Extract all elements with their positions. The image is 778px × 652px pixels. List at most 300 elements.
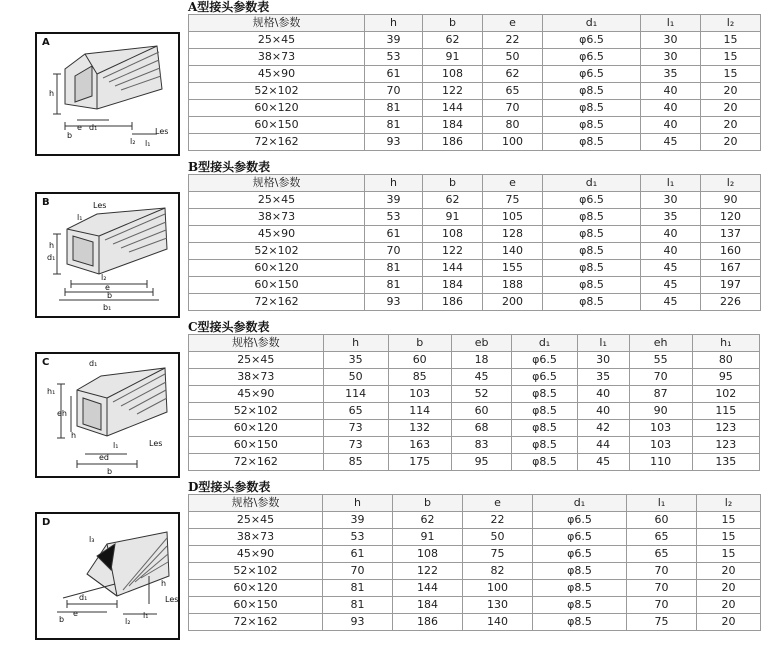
section-title: A型接头参数表 bbox=[188, 0, 270, 14]
spec-cell: 45×90 bbox=[189, 546, 323, 563]
dim-label: d₁ bbox=[89, 359, 98, 368]
table-row bbox=[189, 117, 761, 134]
column-header: h₁ bbox=[692, 335, 759, 352]
value-cell: 130 bbox=[463, 597, 533, 614]
dim-label: h bbox=[49, 241, 55, 250]
connector-drawing bbox=[37, 194, 178, 316]
connector-figure-b bbox=[35, 192, 180, 318]
spec-cell: 38×73 bbox=[189, 49, 365, 66]
spec-cell: 25×45 bbox=[189, 512, 323, 529]
value-cell: 81 bbox=[323, 580, 393, 597]
value-cell: 85 bbox=[388, 369, 451, 386]
value-cell: 123 bbox=[692, 437, 759, 454]
value-cell: φ8.5 bbox=[512, 420, 577, 437]
value-cell: φ6.5 bbox=[533, 512, 627, 529]
value-cell: 70 bbox=[629, 369, 692, 386]
dim-label: e bbox=[105, 283, 110, 292]
value-cell: 15 bbox=[701, 32, 761, 49]
value-cell: 186 bbox=[393, 614, 463, 631]
value-cell: 108 bbox=[423, 66, 483, 83]
value-cell: φ6.5 bbox=[533, 529, 627, 546]
value-cell: 22 bbox=[483, 32, 543, 49]
spec-cell: 60×120 bbox=[189, 260, 365, 277]
spec-table-a bbox=[188, 14, 761, 151]
value-cell: 20 bbox=[701, 117, 761, 134]
value-cell: 55 bbox=[629, 352, 692, 369]
value-cell: φ8.5 bbox=[533, 580, 627, 597]
value-cell: φ8.5 bbox=[512, 454, 577, 471]
value-cell: 60 bbox=[388, 352, 451, 369]
value-cell: φ6.5 bbox=[543, 192, 641, 209]
value-cell: φ8.5 bbox=[543, 83, 641, 100]
table-row bbox=[189, 403, 760, 420]
value-cell: 39 bbox=[365, 192, 423, 209]
value-cell: 114 bbox=[323, 386, 388, 403]
value-cell: 91 bbox=[423, 49, 483, 66]
value-cell: 62 bbox=[423, 32, 483, 49]
value-cell: 135 bbox=[692, 454, 759, 471]
dim-label: l₂ bbox=[130, 137, 136, 146]
table-row bbox=[189, 66, 761, 83]
section-b bbox=[0, 160, 778, 320]
column-header: d₁ bbox=[512, 335, 577, 352]
value-cell: 45 bbox=[641, 134, 701, 151]
value-cell: 103 bbox=[388, 386, 451, 403]
dim-label: Les bbox=[165, 595, 178, 604]
value-cell: φ8.5 bbox=[533, 597, 627, 614]
value-cell: 40 bbox=[577, 386, 629, 403]
value-cell: 93 bbox=[365, 294, 423, 311]
dim-label: b bbox=[67, 131, 73, 140]
spec-cell: 60×150 bbox=[189, 117, 365, 134]
connector-figure-a bbox=[35, 32, 180, 156]
value-cell: 15 bbox=[697, 546, 761, 563]
dim-label: l₂ bbox=[125, 617, 131, 626]
value-cell: φ6.5 bbox=[512, 369, 577, 386]
value-cell: 45 bbox=[451, 369, 512, 386]
spec-cell: 60×150 bbox=[189, 597, 323, 614]
value-cell: 75 bbox=[463, 546, 533, 563]
column-header: 规格\参数 bbox=[189, 15, 365, 32]
connector-drawing bbox=[37, 514, 178, 638]
spec-cell: 52×102 bbox=[189, 243, 365, 260]
value-cell: 30 bbox=[641, 192, 701, 209]
dim-label: eh bbox=[57, 409, 67, 418]
value-cell: 18 bbox=[451, 352, 512, 369]
value-cell: 30 bbox=[641, 32, 701, 49]
dim-label: e bbox=[73, 609, 78, 618]
value-cell: 137 bbox=[701, 226, 761, 243]
section-title: D型接头参数表 bbox=[188, 480, 271, 494]
value-cell: 100 bbox=[463, 580, 533, 597]
value-cell: 80 bbox=[692, 352, 759, 369]
dim-label: b bbox=[107, 291, 113, 300]
dim-label: h bbox=[71, 431, 77, 440]
table-row bbox=[189, 294, 761, 311]
figure-label: C bbox=[42, 357, 50, 368]
value-cell: 40 bbox=[577, 403, 629, 420]
value-cell: 70 bbox=[323, 563, 393, 580]
column-header: d₁ bbox=[543, 15, 641, 32]
table-row bbox=[189, 546, 761, 563]
table-row bbox=[189, 192, 761, 209]
section-a bbox=[0, 0, 778, 160]
value-cell: 123 bbox=[692, 420, 759, 437]
value-cell: 93 bbox=[365, 134, 423, 151]
dim-label: ed bbox=[99, 453, 109, 462]
spec-cell: 45×90 bbox=[189, 226, 365, 243]
dim-label: d₁ bbox=[79, 593, 88, 602]
value-cell: φ6.5 bbox=[533, 546, 627, 563]
spec-cell: 25×45 bbox=[189, 192, 365, 209]
column-header: b bbox=[423, 15, 483, 32]
dim-label: d₁ bbox=[47, 253, 56, 262]
value-cell: 82 bbox=[463, 563, 533, 580]
value-cell: 50 bbox=[463, 529, 533, 546]
connector-drawing bbox=[37, 354, 178, 476]
value-cell: 120 bbox=[701, 209, 761, 226]
value-cell: 110 bbox=[629, 454, 692, 471]
value-cell: 81 bbox=[365, 260, 423, 277]
column-header: 规格\参数 bbox=[189, 335, 324, 352]
value-cell: 45 bbox=[641, 260, 701, 277]
value-cell: 163 bbox=[388, 437, 451, 454]
value-cell: 61 bbox=[365, 226, 423, 243]
value-cell: 52 bbox=[451, 386, 512, 403]
column-header: b bbox=[393, 495, 463, 512]
dim-label: e bbox=[77, 123, 82, 132]
value-cell: φ8.5 bbox=[543, 134, 641, 151]
dim-label: l₁ bbox=[113, 441, 119, 450]
value-cell: 108 bbox=[423, 226, 483, 243]
value-cell: 75 bbox=[483, 192, 543, 209]
spec-cell: 60×120 bbox=[189, 420, 324, 437]
spec-cell: 38×73 bbox=[189, 209, 365, 226]
dim-label: l₃ bbox=[89, 535, 95, 544]
dim-label: Les bbox=[155, 127, 169, 136]
table-row bbox=[189, 437, 760, 454]
value-cell: φ8.5 bbox=[543, 243, 641, 260]
value-cell: φ8.5 bbox=[543, 260, 641, 277]
spec-table-b bbox=[188, 174, 761, 311]
figure-label: A bbox=[42, 37, 50, 48]
value-cell: 91 bbox=[393, 529, 463, 546]
dim-label: h₁ bbox=[47, 387, 56, 396]
value-cell: φ6.5 bbox=[543, 49, 641, 66]
column-header: h bbox=[365, 175, 423, 192]
value-cell: 81 bbox=[365, 117, 423, 134]
value-cell: 62 bbox=[423, 192, 483, 209]
table-row bbox=[189, 597, 761, 614]
value-cell: 40 bbox=[641, 100, 701, 117]
column-header: e bbox=[463, 495, 533, 512]
table-row bbox=[189, 454, 760, 471]
value-cell: 144 bbox=[423, 260, 483, 277]
value-cell: φ6.5 bbox=[543, 66, 641, 83]
value-cell: 70 bbox=[365, 83, 423, 100]
value-cell: 50 bbox=[323, 369, 388, 386]
spec-cell: 52×102 bbox=[189, 563, 323, 580]
value-cell: 39 bbox=[365, 32, 423, 49]
column-header: 规格\参数 bbox=[189, 495, 323, 512]
column-header: l₁ bbox=[641, 175, 701, 192]
value-cell: 175 bbox=[388, 454, 451, 471]
value-cell: 60 bbox=[451, 403, 512, 420]
value-cell: 200 bbox=[483, 294, 543, 311]
value-cell: 81 bbox=[365, 100, 423, 117]
value-cell: 40 bbox=[641, 226, 701, 243]
spec-table-c bbox=[188, 334, 760, 471]
connector-figure-c bbox=[35, 352, 180, 478]
column-header: eb bbox=[451, 335, 512, 352]
value-cell: φ6.5 bbox=[543, 32, 641, 49]
spec-cell: 72×162 bbox=[189, 614, 323, 631]
value-cell: 70 bbox=[627, 597, 697, 614]
table-header-row bbox=[189, 495, 761, 512]
table-row bbox=[189, 134, 761, 151]
value-cell: 85 bbox=[323, 454, 388, 471]
value-cell: 184 bbox=[423, 117, 483, 134]
spec-cell: 60×120 bbox=[189, 580, 323, 597]
column-header: eh bbox=[629, 335, 692, 352]
table-row bbox=[189, 100, 761, 117]
value-cell: φ8.5 bbox=[533, 563, 627, 580]
value-cell: 140 bbox=[483, 243, 543, 260]
value-cell: 65 bbox=[483, 83, 543, 100]
spec-cell: 45×90 bbox=[189, 386, 324, 403]
column-header: b bbox=[388, 335, 451, 352]
value-cell: 102 bbox=[692, 386, 759, 403]
value-cell: 20 bbox=[701, 83, 761, 100]
value-cell: 70 bbox=[483, 100, 543, 117]
table-row bbox=[189, 209, 761, 226]
value-cell: φ8.5 bbox=[543, 226, 641, 243]
column-header: h bbox=[365, 15, 423, 32]
spec-cell: 72×162 bbox=[189, 134, 365, 151]
value-cell: φ8.5 bbox=[512, 437, 577, 454]
value-cell: 45 bbox=[577, 454, 629, 471]
value-cell: 95 bbox=[451, 454, 512, 471]
dim-label: b bbox=[59, 615, 65, 624]
spec-cell: 52×102 bbox=[189, 403, 324, 420]
value-cell: 122 bbox=[393, 563, 463, 580]
value-cell: 68 bbox=[451, 420, 512, 437]
value-cell: 15 bbox=[697, 529, 761, 546]
column-header: b bbox=[423, 175, 483, 192]
value-cell: 65 bbox=[627, 546, 697, 563]
spec-cell: 45×90 bbox=[189, 66, 365, 83]
table-row bbox=[189, 580, 761, 597]
value-cell: 22 bbox=[463, 512, 533, 529]
value-cell: φ8.5 bbox=[512, 403, 577, 420]
table-row bbox=[189, 529, 761, 546]
value-cell: 167 bbox=[701, 260, 761, 277]
value-cell: 75 bbox=[627, 614, 697, 631]
table-row bbox=[189, 277, 761, 294]
table-row bbox=[189, 512, 761, 529]
value-cell: 20 bbox=[697, 614, 761, 631]
value-cell: 132 bbox=[388, 420, 451, 437]
value-cell: 83 bbox=[451, 437, 512, 454]
value-cell: 115 bbox=[692, 403, 759, 420]
value-cell: 70 bbox=[365, 243, 423, 260]
value-cell: 80 bbox=[483, 117, 543, 134]
value-cell: 103 bbox=[629, 437, 692, 454]
value-cell: 60 bbox=[627, 512, 697, 529]
column-header: l₁ bbox=[577, 335, 629, 352]
dim-label: l₁ bbox=[145, 139, 151, 148]
value-cell: 90 bbox=[629, 403, 692, 420]
value-cell: 184 bbox=[423, 277, 483, 294]
value-cell: φ8.5 bbox=[533, 614, 627, 631]
value-cell: 144 bbox=[393, 580, 463, 597]
figure-label: D bbox=[42, 517, 51, 528]
table-row bbox=[189, 260, 761, 277]
section-title: B型接头参数表 bbox=[188, 160, 271, 174]
column-header: h bbox=[323, 495, 393, 512]
table-header-row bbox=[189, 15, 761, 32]
figure-label: B bbox=[42, 197, 50, 208]
value-cell: 93 bbox=[323, 614, 393, 631]
value-cell: 15 bbox=[697, 512, 761, 529]
spec-cell: 72×162 bbox=[189, 454, 324, 471]
connector-drawing bbox=[37, 34, 178, 154]
value-cell: 20 bbox=[701, 134, 761, 151]
table-row bbox=[189, 243, 761, 260]
column-header: l₁ bbox=[627, 495, 697, 512]
value-cell: 184 bbox=[393, 597, 463, 614]
value-cell: φ8.5 bbox=[543, 100, 641, 117]
value-cell: 188 bbox=[483, 277, 543, 294]
value-cell: 40 bbox=[641, 83, 701, 100]
dim-label: Les bbox=[93, 201, 107, 210]
value-cell: 65 bbox=[323, 403, 388, 420]
value-cell: φ6.5 bbox=[512, 352, 577, 369]
value-cell: 122 bbox=[423, 83, 483, 100]
column-header: d₁ bbox=[543, 175, 641, 192]
value-cell: φ8.5 bbox=[543, 294, 641, 311]
value-cell: 73 bbox=[323, 437, 388, 454]
value-cell: 45 bbox=[641, 294, 701, 311]
spec-cell: 38×73 bbox=[189, 369, 324, 386]
table-row bbox=[189, 352, 760, 369]
table-row bbox=[189, 83, 761, 100]
value-cell: 15 bbox=[701, 66, 761, 83]
dim-label: b bbox=[107, 467, 113, 476]
value-cell: 197 bbox=[701, 277, 761, 294]
value-cell: 87 bbox=[629, 386, 692, 403]
value-cell: 62 bbox=[483, 66, 543, 83]
value-cell: 35 bbox=[577, 369, 629, 386]
value-cell: 140 bbox=[463, 614, 533, 631]
value-cell: 30 bbox=[641, 49, 701, 66]
value-cell: 53 bbox=[365, 49, 423, 66]
table-row bbox=[189, 386, 760, 403]
value-cell: 61 bbox=[365, 66, 423, 83]
value-cell: 15 bbox=[701, 49, 761, 66]
column-header: l₂ bbox=[701, 175, 761, 192]
spec-table-d bbox=[188, 494, 761, 631]
dim-label: h bbox=[161, 579, 167, 588]
value-cell: φ8.5 bbox=[512, 386, 577, 403]
value-cell: φ8.5 bbox=[543, 277, 641, 294]
section-d bbox=[0, 480, 778, 652]
spec-cell: 25×45 bbox=[189, 352, 324, 369]
value-cell: 62 bbox=[393, 512, 463, 529]
value-cell: 42 bbox=[577, 420, 629, 437]
value-cell: 20 bbox=[697, 597, 761, 614]
value-cell: 20 bbox=[697, 563, 761, 580]
spec-cell: 72×162 bbox=[189, 294, 365, 311]
value-cell: 70 bbox=[627, 563, 697, 580]
value-cell: 61 bbox=[323, 546, 393, 563]
value-cell: 108 bbox=[393, 546, 463, 563]
value-cell: 20 bbox=[697, 580, 761, 597]
value-cell: 105 bbox=[483, 209, 543, 226]
value-cell: 128 bbox=[483, 226, 543, 243]
column-header: l₂ bbox=[697, 495, 761, 512]
dim-label: Les bbox=[149, 439, 163, 448]
column-header: l₂ bbox=[701, 15, 761, 32]
dim-label: l₂ bbox=[101, 273, 107, 282]
table-row bbox=[189, 420, 760, 437]
spec-cell: 60×120 bbox=[189, 100, 365, 117]
dim-label: h bbox=[49, 89, 55, 98]
value-cell: φ8.5 bbox=[543, 209, 641, 226]
value-cell: 155 bbox=[483, 260, 543, 277]
value-cell: 20 bbox=[701, 100, 761, 117]
value-cell: 91 bbox=[423, 209, 483, 226]
value-cell: 30 bbox=[577, 352, 629, 369]
spec-cell: 60×150 bbox=[189, 437, 324, 454]
value-cell: 103 bbox=[629, 420, 692, 437]
value-cell: 53 bbox=[365, 209, 423, 226]
table-row bbox=[189, 226, 761, 243]
table-header-row bbox=[189, 175, 761, 192]
dim-label: l₁ bbox=[143, 611, 149, 620]
value-cell: 81 bbox=[323, 597, 393, 614]
value-cell: φ8.5 bbox=[543, 117, 641, 134]
value-cell: 73 bbox=[323, 420, 388, 437]
spec-cell: 25×45 bbox=[189, 32, 365, 49]
value-cell: 100 bbox=[483, 134, 543, 151]
value-cell: 35 bbox=[641, 209, 701, 226]
dim-label: d₁ bbox=[89, 123, 98, 132]
table-row bbox=[189, 614, 761, 631]
value-cell: 122 bbox=[423, 243, 483, 260]
table-row bbox=[189, 32, 761, 49]
value-cell: 40 bbox=[641, 243, 701, 260]
value-cell: 45 bbox=[641, 277, 701, 294]
column-header: d₁ bbox=[533, 495, 627, 512]
column-header: h bbox=[323, 335, 388, 352]
spec-cell: 52×102 bbox=[189, 83, 365, 100]
value-cell: 226 bbox=[701, 294, 761, 311]
section-title: C型接头参数表 bbox=[188, 320, 270, 334]
value-cell: 35 bbox=[641, 66, 701, 83]
spec-cell: 60×150 bbox=[189, 277, 365, 294]
value-cell: 81 bbox=[365, 277, 423, 294]
table-row bbox=[189, 369, 760, 386]
value-cell: 160 bbox=[701, 243, 761, 260]
dim-label: l₁ bbox=[77, 213, 83, 222]
value-cell: 40 bbox=[641, 117, 701, 134]
column-header: l₁ bbox=[641, 15, 701, 32]
spec-cell: 38×73 bbox=[189, 529, 323, 546]
value-cell: 50 bbox=[483, 49, 543, 66]
table-header-row bbox=[189, 335, 760, 352]
value-cell: 186 bbox=[423, 294, 483, 311]
